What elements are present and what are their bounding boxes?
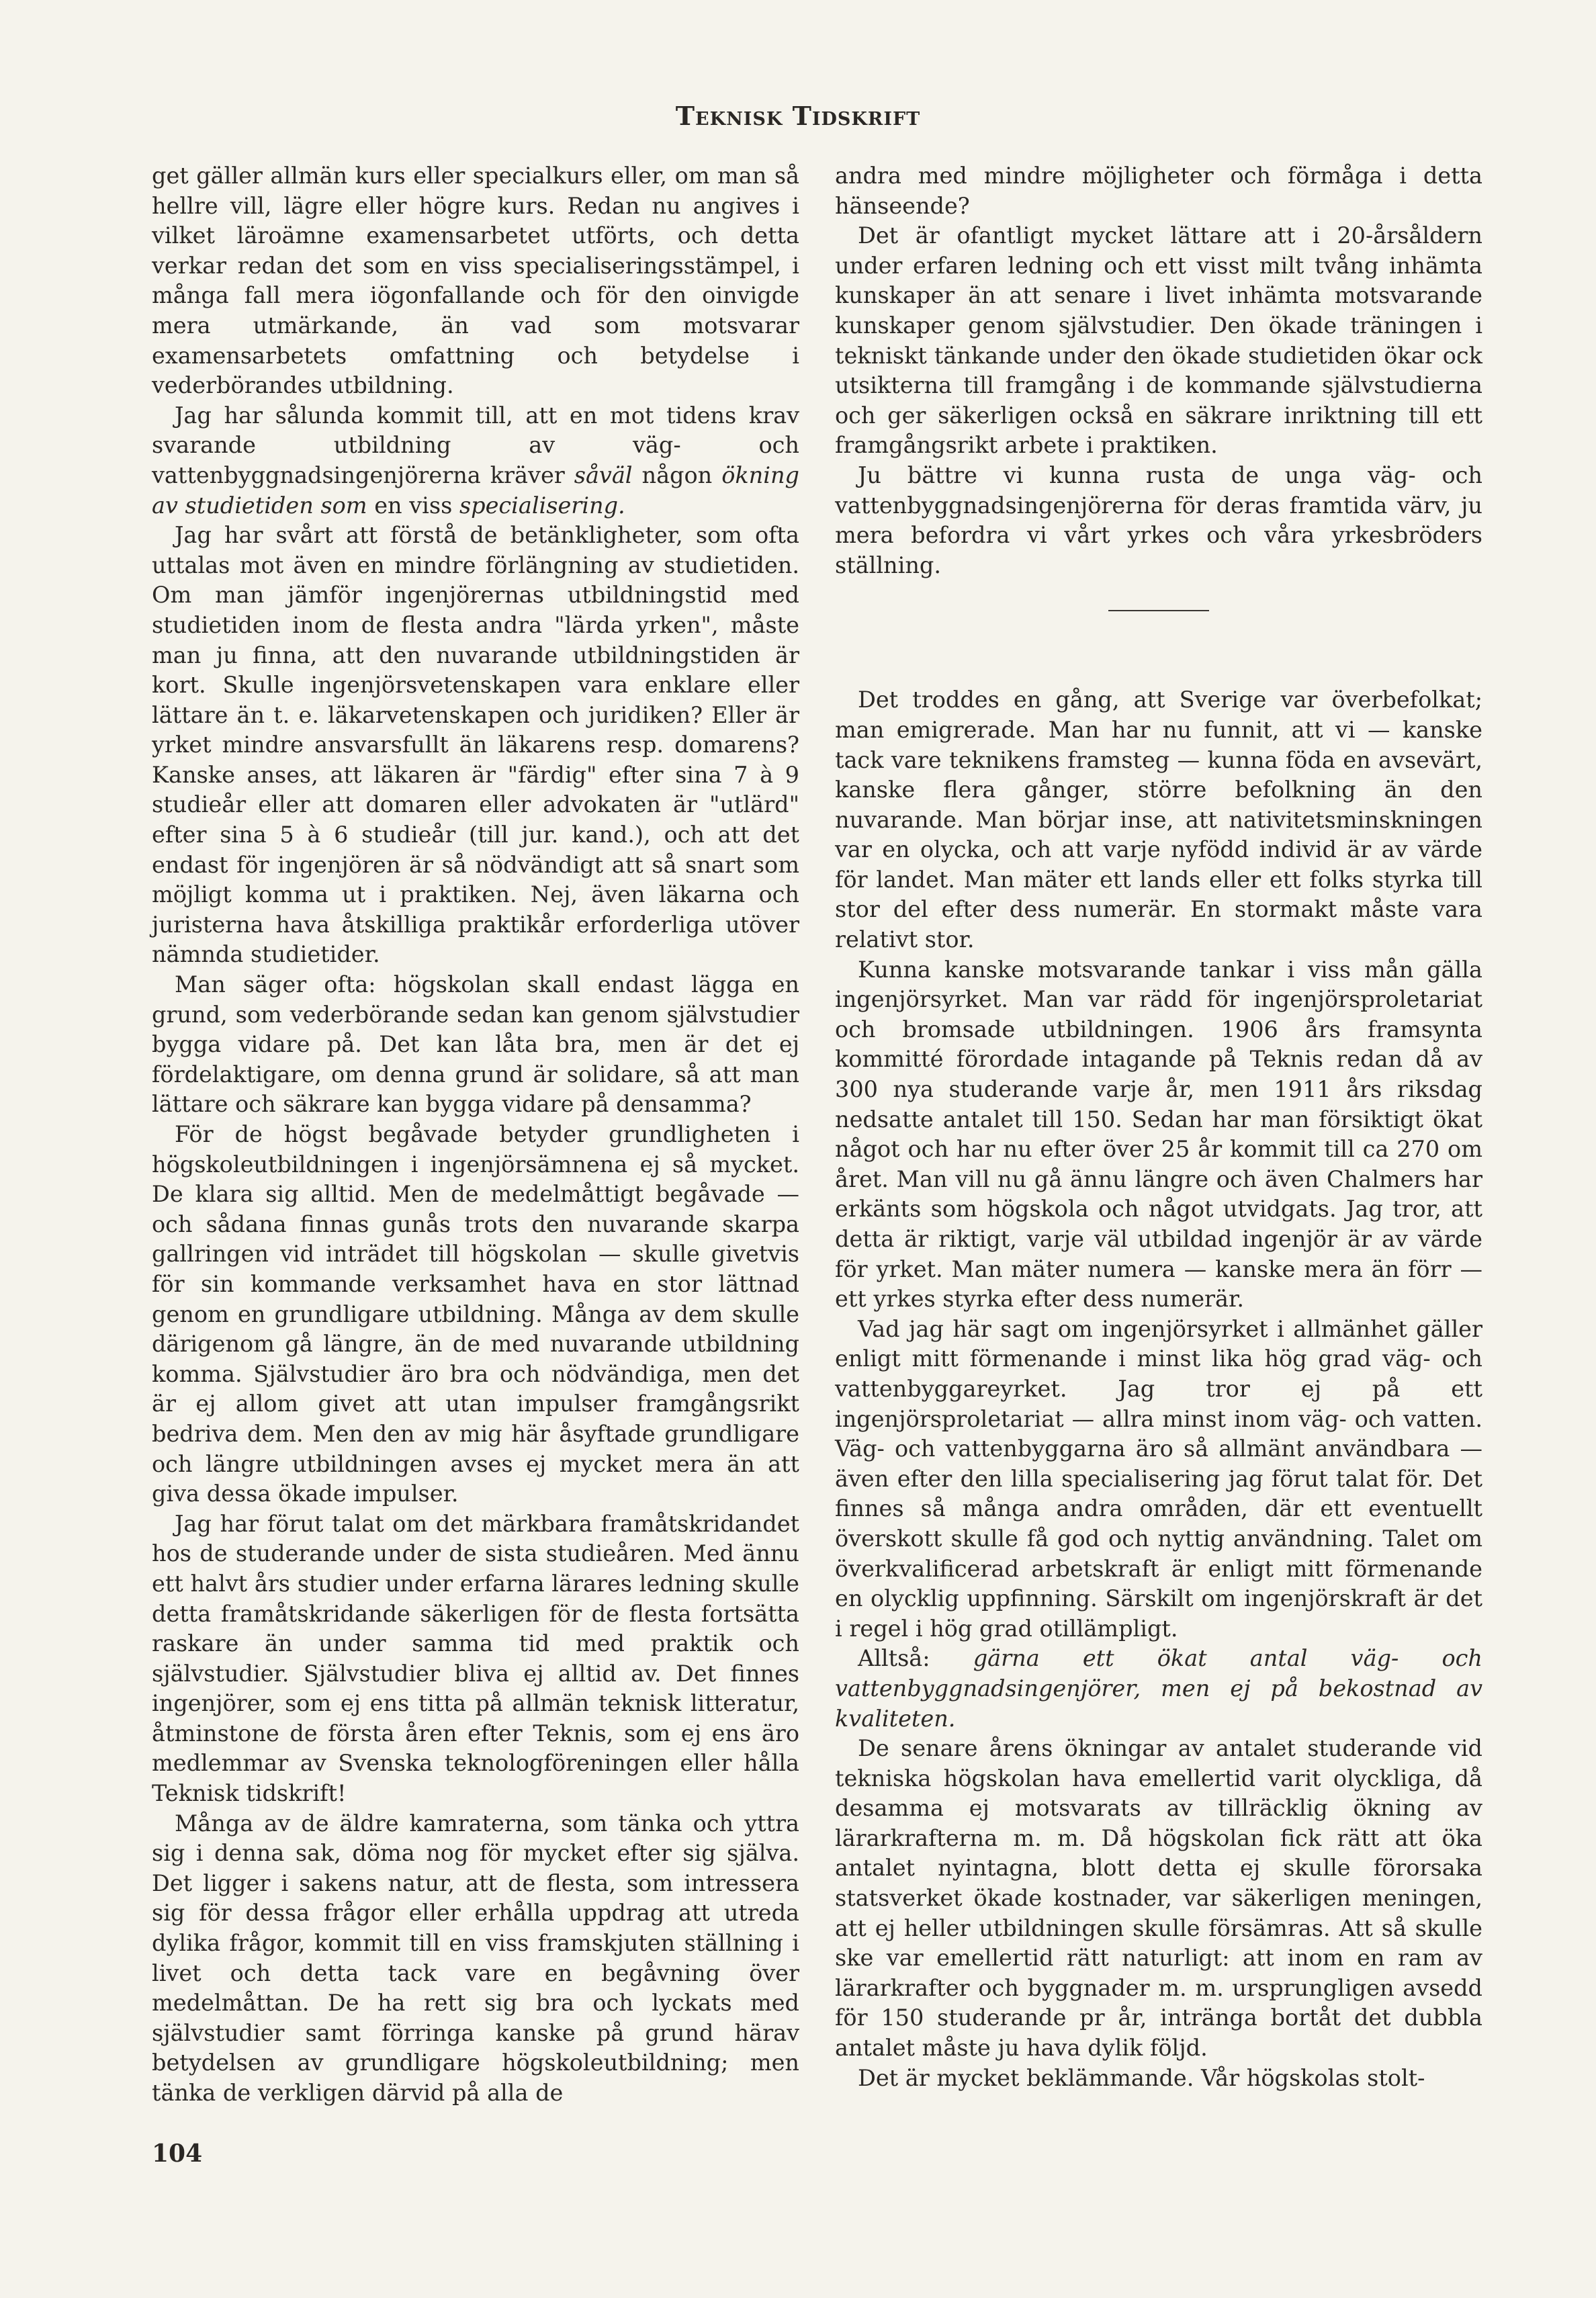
paragraph: Ju bättre vi kunna rusta de unga väg- och vattenbyggnadsingenjörerna för deras framtida värv, ju mera befordra vi vårt yrkes och våra yrkesbröders ställning. [835,461,1482,578]
right-column [835,161,1482,2093]
paragraph: get gäller allmän kurs eller specialkurs eller, om man så hellre vill, lägre eller högre kurs. Redan nu angives i vilket läroämne examensarbetet utförts, och detta verkar redan det som en viss specialiseringsstämpel, i många fall mera iögonfallande och för den oinvigde mera utmärkande, än vad som motsvarar examensarbetets omfattning och betydelse i vederbörandes utbildning. [152,163,799,399]
running-header: Teknisk Tidskrift [675,101,921,131]
paragraph: De senare årens ökningar av antalet studerande vid tekniska högskolan hava emellertid varit olyckliga, då desamma ej motsvarats av tillräcklig ökning av lärarkrafterna m. m. Då högskolan fick rätt att öka antalet nyintagna, blott detta ej skulle förorsaka statsverket ökade kostnader, var säkerligen meningen, att ej heller utbildningen skulle försämras. Att så skulle ske var emellertid rätt naturligt: att inom en ram av lärarkrafter och byggnader m. m. ursprungligen avsedd för 150 studerande pr år, intränga bortåt det dubbla antalet måste ju hava dylik följd. [835,1735,1482,2062]
paragraph: Det är mycket beklämmande. Vår högskolas stolt- [858,2064,1425,2091]
paragraph: Vad jag här sagt om ingenjörsyrket i allmänhet gäller enligt mitt förmenande i minst lika hög grad väg- och vattenbyggareyrket. Jag tror ej på ett ingenjörsproletariat — allra minst inom väg- och vatten. Väg- och vattenbyggarna äro så allmänt användbara — även efter den lilla specialisering jag förut talat för. Det finnes så många andra områden, där ett eventuellt överskott skulle få god och nyttig användning. Talet om överkvalificerad arbetskraft är enligt mitt förmenande en olycklig uppfinning. Särskilt om ingenjörskraft är det i regel i hög grad otillämpligt. [835,1315,1482,1642]
page-number: 104 [152,2139,203,2168]
section-gap [835,611,1482,685]
paragraph: Man säger ofta: högskolan skall endast lägga en grund, som vederbörande sedan kan genom självstudier bygga vidare på. Det kan låta bra, men är det ej fördelaktigare, om denna grund är solidare, så att man lättare och säkrare kan bygga vidare på densamma? [152,971,799,1118]
paragraph: Kunna kanske motsvarande tankar i viss mån gälla ingenjörsyrket. Man var rädd för ingenjörsproletariat och bromsade utbildningen. 1906 års framsynta kommitté förordade intagande på Teknis redan då av 300 nya studerande varje år, men 1911 års riksdag nedsatte antalet till 150. Sedan har man försiktigt ökat något och har nu efter över 25 år kommit till ca 270 om året. Man vill nu gå ännu längre och även Chalmers har erkänts som högskola och något utvidgats. Jag tror, att detta är riktigt, varje väl utbildad ingenjör är av värde för yrket. Man mäter numera — kanske mera än förr — ett yrkes styrka efter dess numerär. [835,956,1482,1313]
paragraph: Det troddes en gång, att Sverige var överbefolkat; man emigrerade. Man har nu funnit, att vi — kanske tack vare teknikens framsteg — kunna föda en avsevärt, kanske flera gånger, större befolkning än den nuvarande. Man börjar inse, att nativitetsminskningen var en olycka, och att varje nyfödd individ är av värde för landet. Man mäter ett lands eller ett folks styrka till stor del efter dess numerär. En stormakt måste vara relativt stor. [835,687,1482,953]
paragraph: Jag har svårt att förstå de betänkligheter, som ofta uttalas mot även en mindre förlängning av studietiden. Om man jämför ingenjörernas utbildningstid med studietiden inom de flesta andra "lärda yrken", måste man ju finna, att den nuvarande utbildningstiden är kort. Skulle ingenjörsvetenskapen vara enklare eller lättare än t. e. läkarvetenskapen och juridiken? Eller är yrket mindre ansvarsfullt än läkarens resp. domarens? Kanske anses, att läkaren är "färdig" efter sina 7 à 9 studieår eller att domaren eller advokaten är "utlärd" efter sina 5 à 6 studieår (till jur. kand.), och att det endast för ingenjören är så nödvändigt att så snart som möjligt komma ut i praktiken. Nej, även läkarna och juristerna hava åtskilliga praktikår erforderliga utöver nämnda studietider. [152,522,799,968]
paragraph: andra med mindre möjligheter och förmåga i detta hänseende? [835,163,1482,219]
paragraph: Det är ofantligt mycket lättare att i 20-årsåldern under erfaren ledning och ett visst milt tvång inhämta kunskaper än att senare i livet inhämta motsvarande kunskaper genom självstudier. Den ökade träningen i tekniskt tänkande under den ökade studietiden ökar ock utsikterna till framgång i de kommande självstudierna och ger säkerligen också en säkrare inriktning till ett framgångsrikt arbete i praktiken. [835,222,1482,459]
paragraph: Jag har förut talat om det märkbara framåtskridandet hos de studerande under de sista studieåren. Med ännu ett halvt års studier under erfarna lärares ledning skulle detta framåtskridande säkerligen för de flesta fortsätta raskare än under samma tid med praktik och självstudier. Självstudier bliva ej alltid av. Det finnes ingenjörer, som ej ens titta på allmän teknisk litteratur, åtminstone de första åren efter Teknis, som ej ens äro medlemmar av Svenska teknologföreningen eller hålla Teknisk tidskrift! [152,1510,799,1807]
paragraph: För de högst begåvade betyder grundligheten i högskoleutbildningen i ingenjörsämnena ej så mycket. De klara sig alltid. Men de medelmåttigt begåvade — och sådana finnas gunås trots den nuvarande skarpa gallringen vid inträdet till högskolan — skulle givetvis för sin kommande verksamhet hava en stor lättnad genom en grundligare utbildning. Många av dem skulle därigenom gå längre, än de med nuvarande utbildning komma. Självstudier äro bra och nödvändiga, men det är ej allom givet att utan impulser framgångsrikt bedriva dem. Men den av mig här åsyftade grundligare och längre utbildningen avses ej mycket mera än att giva dessa ökade impulser. [152,1121,799,1507]
paragraph: Jag har sålunda kommit till, att en mot tidens krav svarande utbildning av väg- och vattenbyggnadsingenjörerna kräver såväl någon ökning av studietiden som en viss specialisering. [152,402,799,519]
paragraph: Alltså: gärna ett ökat antal väg- och vattenbyggnadsingenjörer, men ej på bekostnad av kvaliteten. [835,1645,1482,1732]
left-column [152,161,799,2109]
paragraph: Många av de äldre kamraterna, som tänka och yttra sig i denna sak, döma nog för mycket efter sig själva. Det ligger i sakens natur, att de flesta, som intressera sig för dessa frågor eller erhålla uppdrag att utreda dylika frågor, kommit till en viss framskjuten ställning i livet och detta tack vare en begåvning över medelmåttan. De ha rett sig bra och lyckats med självstudier samt förringa kanske på grund härav betydelsen av grundligare högskoleutbildning; men tänka de verkligen därvid på alla de [152,1810,799,2106]
